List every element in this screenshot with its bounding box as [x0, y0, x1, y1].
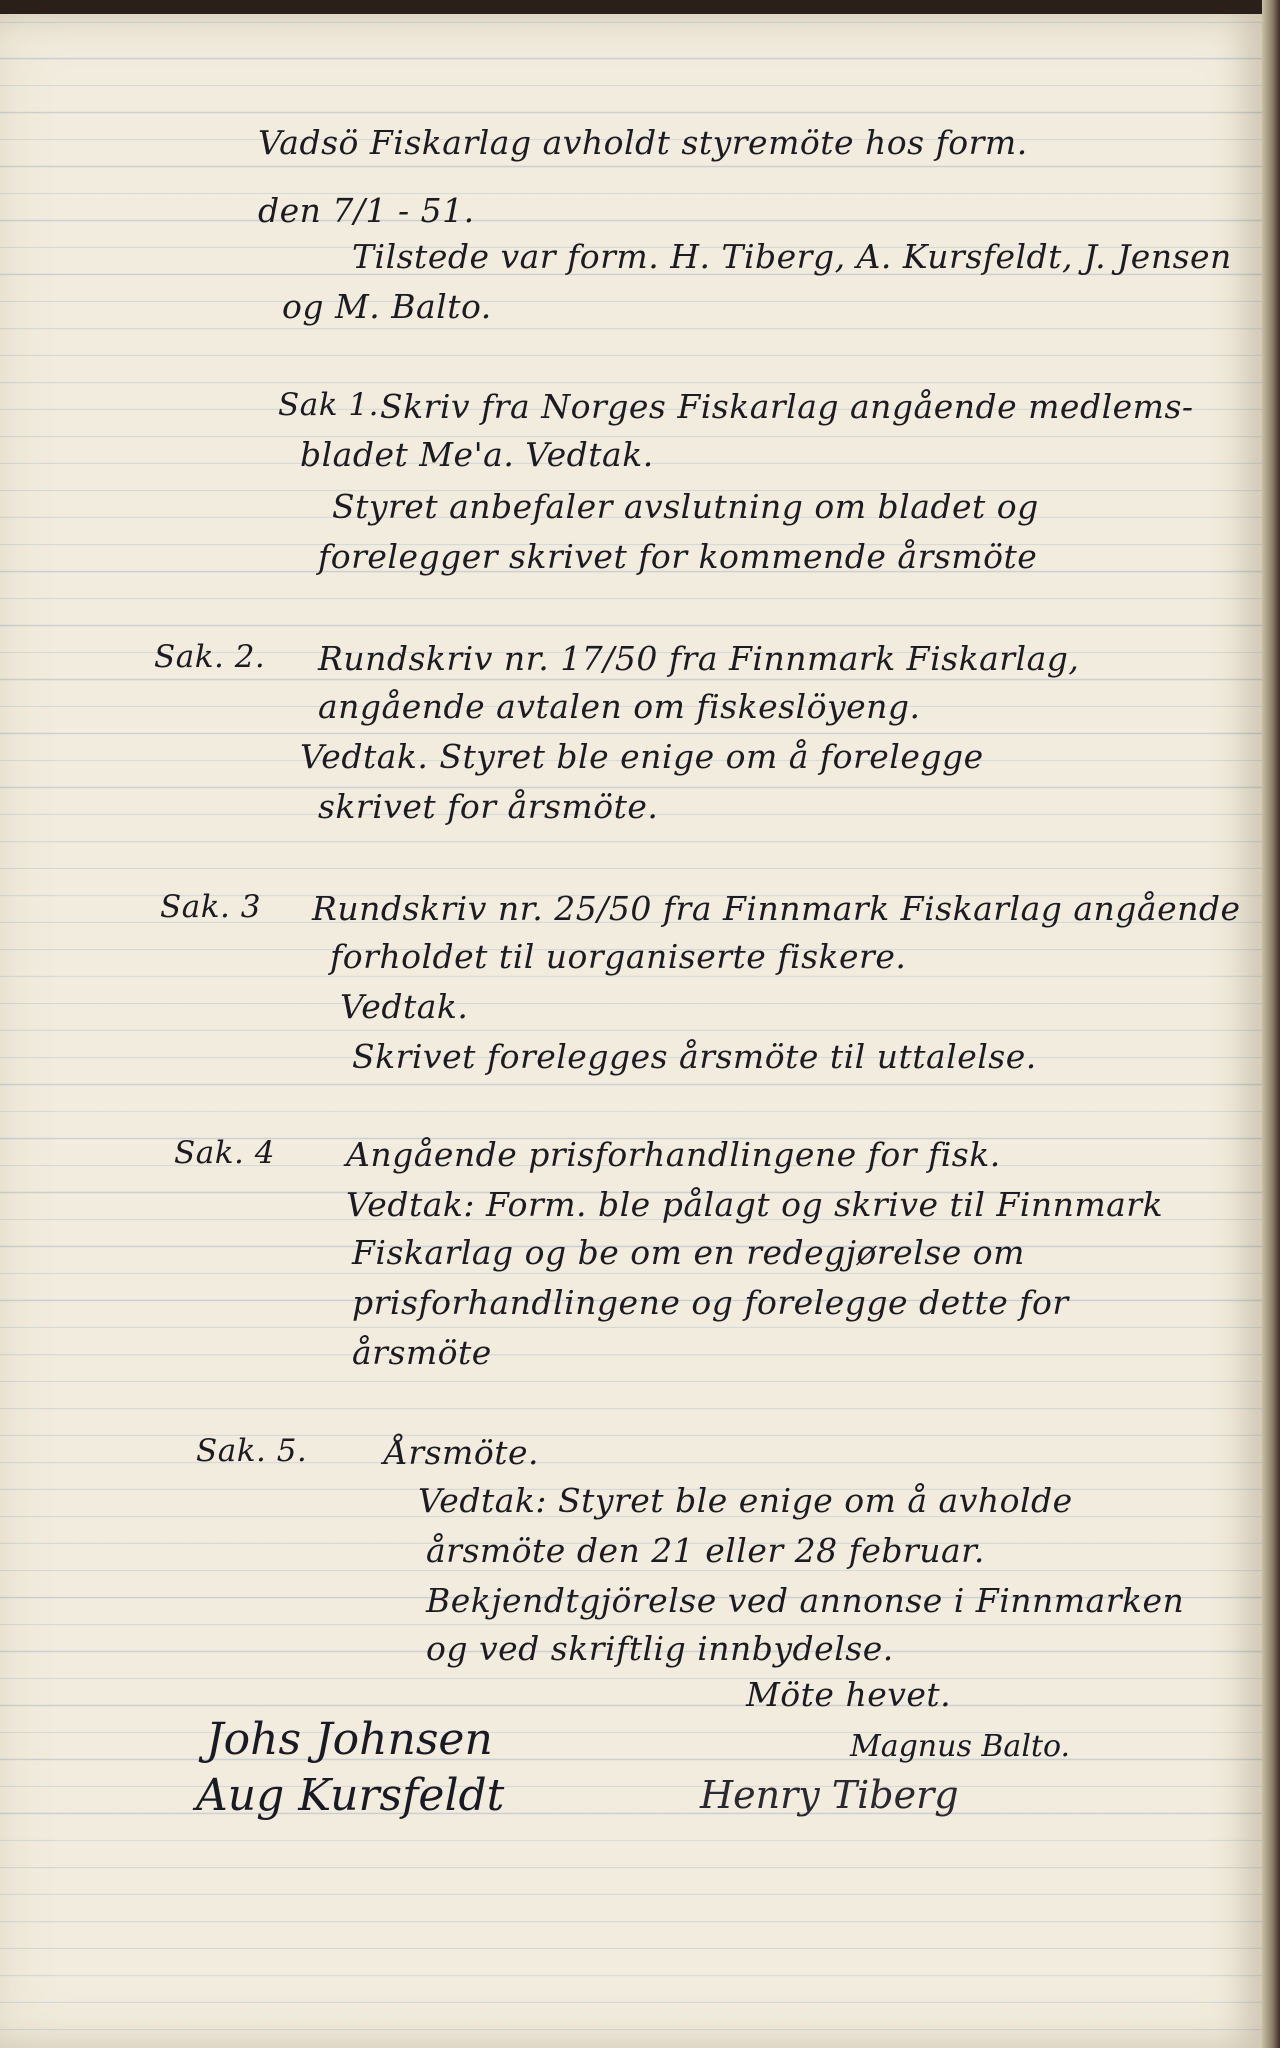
item-4-line-2: Vedtak: Form. ble pålagt og skrive til Finnmark [346, 1185, 1164, 1224]
item-1-line-3: Styret anbefaler avslutning om bladet og [332, 487, 1039, 526]
item-2-label: Sak. 2. [154, 639, 266, 675]
item-3-line-1: Rundskriv nr. 25/50 fra Finnmark Fiskarlag angående [312, 889, 1241, 928]
item-5-line-5: og ved skriftlig innbydelse. [426, 1629, 894, 1668]
item-5-line-3: årsmöte den 21 eller 28 februar. [426, 1531, 985, 1570]
signature-kursfeldt: Aug Kursfeldt [196, 1770, 505, 1821]
item-5-line-2: Vedtak: Styret ble enige om å avholde [418, 1481, 1073, 1520]
item-4-line-5: årsmöte [352, 1333, 492, 1372]
book-binding-edge [1262, 0, 1280, 2048]
item-3-line-3: Vedtak. [340, 987, 469, 1026]
notebook-page [0, 14, 1262, 2048]
header-line-3: Tilstede var form. H. Tiberg, A. Kursfeldt, J. Jensen [352, 237, 1232, 276]
header-line-4: og M. Balto. [282, 287, 492, 326]
item-5-label: Sak. 5. [196, 1433, 308, 1469]
item-2-line-4: skrivet for årsmöte. [318, 787, 659, 826]
signature-tiberg: Henry Tiberg [700, 1773, 959, 1817]
item-3-line-4: Skrivet forelegges årsmöte til uttalelse. [352, 1037, 1037, 1076]
item-1-line-1: Skriv fra Norges Fiskarlag angående medlems- [380, 387, 1194, 426]
item-3-line-2: forholdet til uorganiserte fiskere. [330, 937, 907, 976]
item-1-line-4: forelegger skrivet for kommende årsmöte [318, 537, 1038, 576]
item-4-line-1: Angående prisforhandlingene for fisk. [346, 1135, 1001, 1174]
item-2-line-2: angående avtalen om fiskeslöyeng. [318, 687, 921, 726]
item-1-label: Sak 1. [278, 387, 379, 423]
item-3-label: Sak. 3 [160, 889, 261, 925]
header-line-1: Vadsö Fiskarlag avholdt styremöte hos form. [258, 123, 1028, 162]
header-line-2: den 7/1 - 51. [258, 191, 475, 230]
signature-balto: Magnus Balto. [850, 1729, 1071, 1764]
item-4-line-4: prisforhandlingene og forelegge dette for [352, 1283, 1069, 1322]
item-2-line-1: Rundskriv nr. 17/50 fra Finnmark Fiskarlag, [318, 639, 1080, 678]
item-4-line-3: Fiskarlag og be om en redegjørelse om [352, 1233, 1025, 1272]
item-5-line-1: Årsmöte. [384, 1433, 539, 1472]
item-5-line-4: Bekjendtgjörelse ved annonse i Finnmarken [426, 1581, 1185, 1620]
meeting-closed-note: Möte hevet. [746, 1675, 952, 1714]
item-4-label: Sak. 4 [174, 1135, 275, 1171]
signature-johnsen: Johs Johnsen [206, 1714, 493, 1765]
item-1-line-2: bladet Me'a. Vedtak. [300, 435, 654, 474]
item-2-line-3: Vedtak. Styret ble enige om å forelegge [300, 737, 984, 776]
